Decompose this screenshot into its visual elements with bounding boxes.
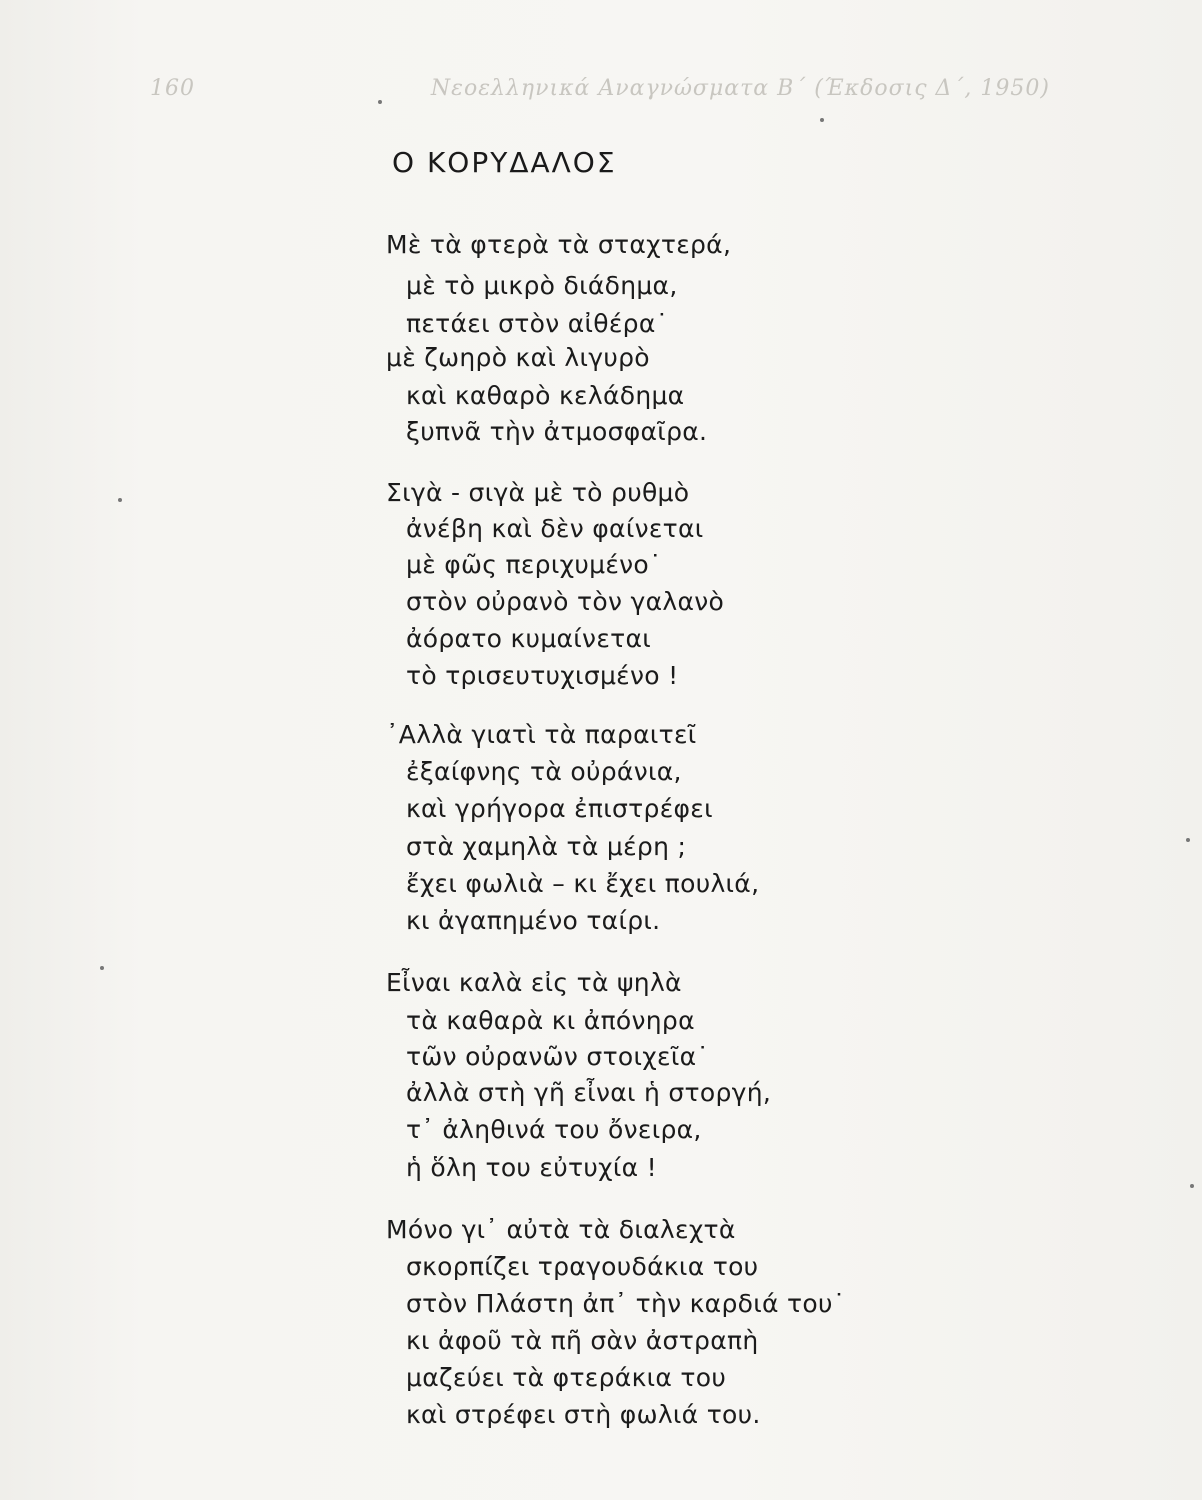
poem-line: τὰ καθαρὰ κι ἀπόνηρα — [406, 1006, 695, 1035]
poem-line: τὸ τρισευτυχισμένο ! — [406, 661, 679, 690]
poem-line: ᾿Αλλὰ γιατὶ τὰ παραιτεῖ — [386, 720, 697, 749]
poem-line: κι ἀγαπημένο ταίρι. — [406, 906, 661, 935]
poem-line: μαζεύει τὰ φτεράκια του — [406, 1363, 727, 1392]
poem-line: ἀλλὰ στὴ γῆ εἶναι ἡ στοργή, — [406, 1078, 772, 1107]
running-head-text: Νεοελληνικά Αναγνώσματα Β΄ (Έκδοσις Δ΄, 1950) — [430, 76, 1050, 101]
poem-line: Μόνο γι᾿ αὐτὰ τὰ διαλεχτὰ — [386, 1215, 736, 1244]
poem-line: ἔχει φωλιὰ – κι ἔχει πουλιά, — [406, 869, 760, 898]
poem-line: Σιγὰ - σιγὰ μὲ τὸ ρυθμὸ — [386, 478, 690, 507]
poem-line: ἡ ὅλη του εὐτυχία ! — [406, 1153, 657, 1182]
poem-line: ξυπνᾶ τὴν ἀτμοσφαῖρα. — [406, 417, 708, 446]
poem-line: στὸν οὐρανὸ τὸν γαλανὸ — [406, 587, 725, 616]
print-speck — [118, 498, 122, 502]
poem-line: στὸν Πλάστη ἀπ᾿ τὴν καρδιά του˙ — [406, 1289, 846, 1318]
poem-line: καὶ καθαρὸ κελάδημα — [406, 381, 685, 410]
poem-line: ἀνέβη καὶ δὲν φαίνεται — [406, 514, 704, 543]
poem-line: Εἶναι καλὰ εἰς τὰ ψηλὰ — [386, 968, 682, 997]
print-speck — [100, 966, 104, 970]
print-speck — [1186, 838, 1190, 842]
running-head — [150, 70, 1050, 104]
poem-line: σκορπίζει τραγουδάκια του — [406, 1252, 759, 1281]
poem-line: μὲ ζωηρὸ καὶ λιγυρὸ — [386, 343, 650, 372]
poem-line: καὶ στρέφει στὴ φωλιά του. — [406, 1400, 761, 1429]
poem-line: ἀόρατο κυμαίνεται — [406, 624, 652, 653]
print-speck — [820, 118, 824, 122]
poem-line: κι ἀφοῦ τὰ πῆ σὰν ἀστραπὴ — [406, 1326, 759, 1355]
poem-line: καὶ γρήγορα ἐπιστρέφει — [406, 794, 713, 823]
poem-line: Μὲ τὰ φτερὰ τὰ σταχτερά, — [386, 230, 732, 259]
poem-line: πετάει στὸν αἰθέρα˙ — [406, 309, 669, 338]
poem-line: τῶν οὐρανῶν στοιχεῖα˙ — [406, 1042, 710, 1071]
print-speck — [1190, 1184, 1194, 1188]
poem-line: ἐξαίφνης τὰ οὐράνια, — [406, 757, 682, 786]
page-number: 160 — [150, 76, 195, 101]
poem-title: Ο ΚΟΡΥΔΑΛΟΣ — [392, 146, 617, 179]
poem-line: μὲ τὸ μικρὸ διάδημα, — [406, 271, 678, 300]
poem-line: τ᾿ ἀληθινά του ὄνειρα, — [406, 1115, 702, 1144]
poem-line: στὰ χαμηλὰ τὰ μέρη ; — [406, 832, 687, 861]
poem-line: μὲ φῶς περιχυμένο˙ — [406, 550, 662, 579]
print-speck — [378, 100, 382, 104]
